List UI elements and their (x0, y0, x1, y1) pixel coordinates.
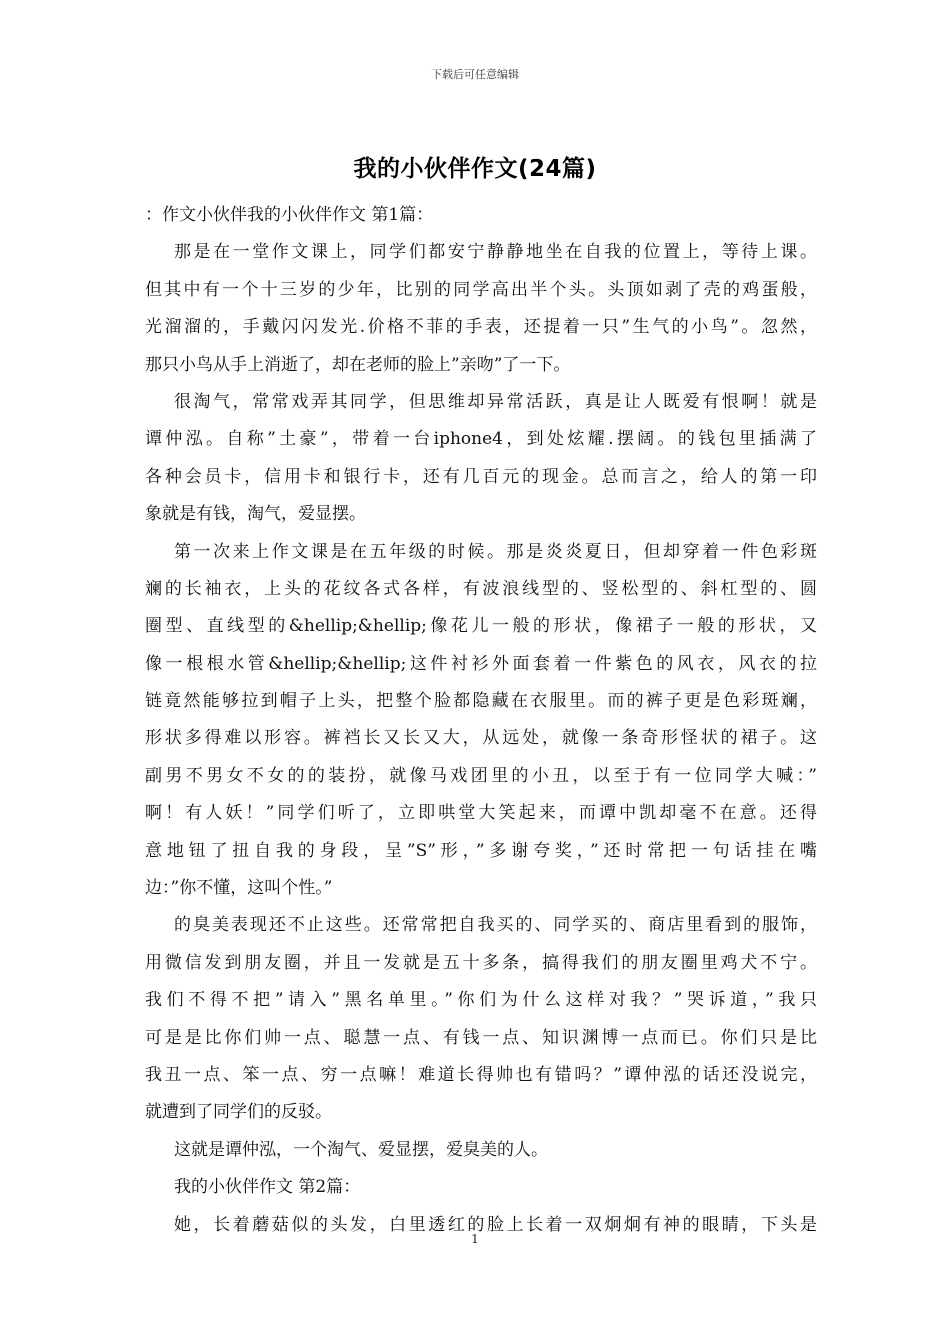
section-heading-1: ：作文小伙伴我的小伙伴作文 第1篇： (145, 205, 434, 225)
header-note: 下载后可任意编辑 (431, 68, 519, 81)
paragraph-line: 我丑一点、笨一点、穷一点嘛！难道长得帅也有错吗？”谭仲泓的话还没说完， (145, 1064, 817, 1085)
paragraph-line: 边：”你不懂，这叫个性。” (145, 878, 333, 899)
paragraph-line: 啊！有人妖！”同学们听了，立即哄堂大笑起来，而谭中凯却毫不在意。还得 (145, 803, 817, 824)
paragraph-line: 圈型、直线型的&hellip;&hellip;像花儿一般的形状，像裙子一般的形状，又 (145, 616, 817, 637)
paragraph-line: 第一次来上作文课是在五年级的时候。那是炎炎夏日，但却穿着一件色彩斑 (174, 541, 817, 562)
paragraph-line: 副男不男女不女的的装扮，就像马戏团里的小丑，以至于有一位同学大喊：” (145, 765, 817, 786)
paragraph-line: 斓的长袖衣，上头的花纹各式各样，有波浪线型的、竖松型的、斜杠型的、圆 (145, 578, 817, 599)
paragraph-line: 象就是有钱，淘气，爱显摆。 (145, 504, 366, 525)
paragraph-line: 就遭到了同学们的反驳。 (145, 1102, 332, 1123)
paragraph-line: 但其中有一个十三岁的少年，比别的同学高出半个头。头顶如剥了壳的鸡蛋般， (145, 279, 817, 300)
paragraph-line: 用微信发到朋友圈，并且一发就是五十多条，搞得我们的朋友圈里鸡犬不宁。 (145, 952, 817, 973)
paragraph-line: 意地钮了扭自我的身段，呈”S”形，”多谢夸奖，”还时常把一句话挂在嘴 (145, 840, 817, 861)
document-body (145, 197, 817, 1244)
paragraph-line: 那是在一堂作文课上，同学们都安宁静静地坐在自我的位置上，等待上课。 (174, 242, 817, 263)
paragraph-line: 这就是谭仲泓，一个淘气、爱显摆，爱臭美的人。 (174, 1139, 548, 1160)
paragraph-line: 像一根根水管&hellip;&hellip;这件衬衫外面套着一件紫色的风衣，风衣的拉 (145, 653, 817, 674)
paragraph-line: 很淘气，常常戏弄其同学，但思维却异常活跃，真是让人既爱有恨啊！就是 (174, 391, 817, 412)
paragraph-line: 可是是比你们帅一点、聪慧一点、有钱一点、知识渊博一点而已。你们只是比 (145, 1027, 817, 1048)
paragraph-line: 各种会员卡，信用卡和银行卡，还有几百元的现金。总而言之，给人的第一印 (145, 466, 817, 487)
paragraph-line: 光溜溜的，手戴闪闪发光.价格不菲的手表，还提着一只”生气的小鸟”。忽然， (145, 317, 817, 338)
document-title: 我的小伙伴作文(24篇) (353, 156, 597, 182)
page-number: 1 (471, 1232, 479, 1246)
paragraph-line: 链竟然能够拉到帽子上头，把整个脸都隐藏在衣服里。而的裤子更是色彩斑斓， (145, 691, 817, 712)
paragraph-line: 形状多得难以形容。裤裆长又长又大，从远处，就像一条奇形怪状的裙子。这 (145, 728, 817, 749)
paragraph-line: 那只小鸟从手上消逝了，却在老师的脸上”亲吻”了一下。 (145, 354, 571, 375)
paragraph-line: 她，长着蘑菇似的头发，白里透红的脸上长着一双炯炯有神的眼睛，下头是 (174, 1214, 817, 1235)
paragraph-line: 我们不得不把”请入”黑名单里。”你们为什么这样对我？”哭诉道，”我只 (145, 990, 817, 1011)
paragraph-line: 谭仲泓。自称”土豪”，带着一台iphone4，到处炫耀.摆阔。的钱包里插满了 (145, 429, 817, 450)
section-heading-2: 我的小伙伴作文 第2篇： (174, 1177, 361, 1198)
paragraph-line: 的臭美表现还不止这些。还常常把自我买的、同学买的、商店里看到的服饰， (174, 915, 817, 936)
